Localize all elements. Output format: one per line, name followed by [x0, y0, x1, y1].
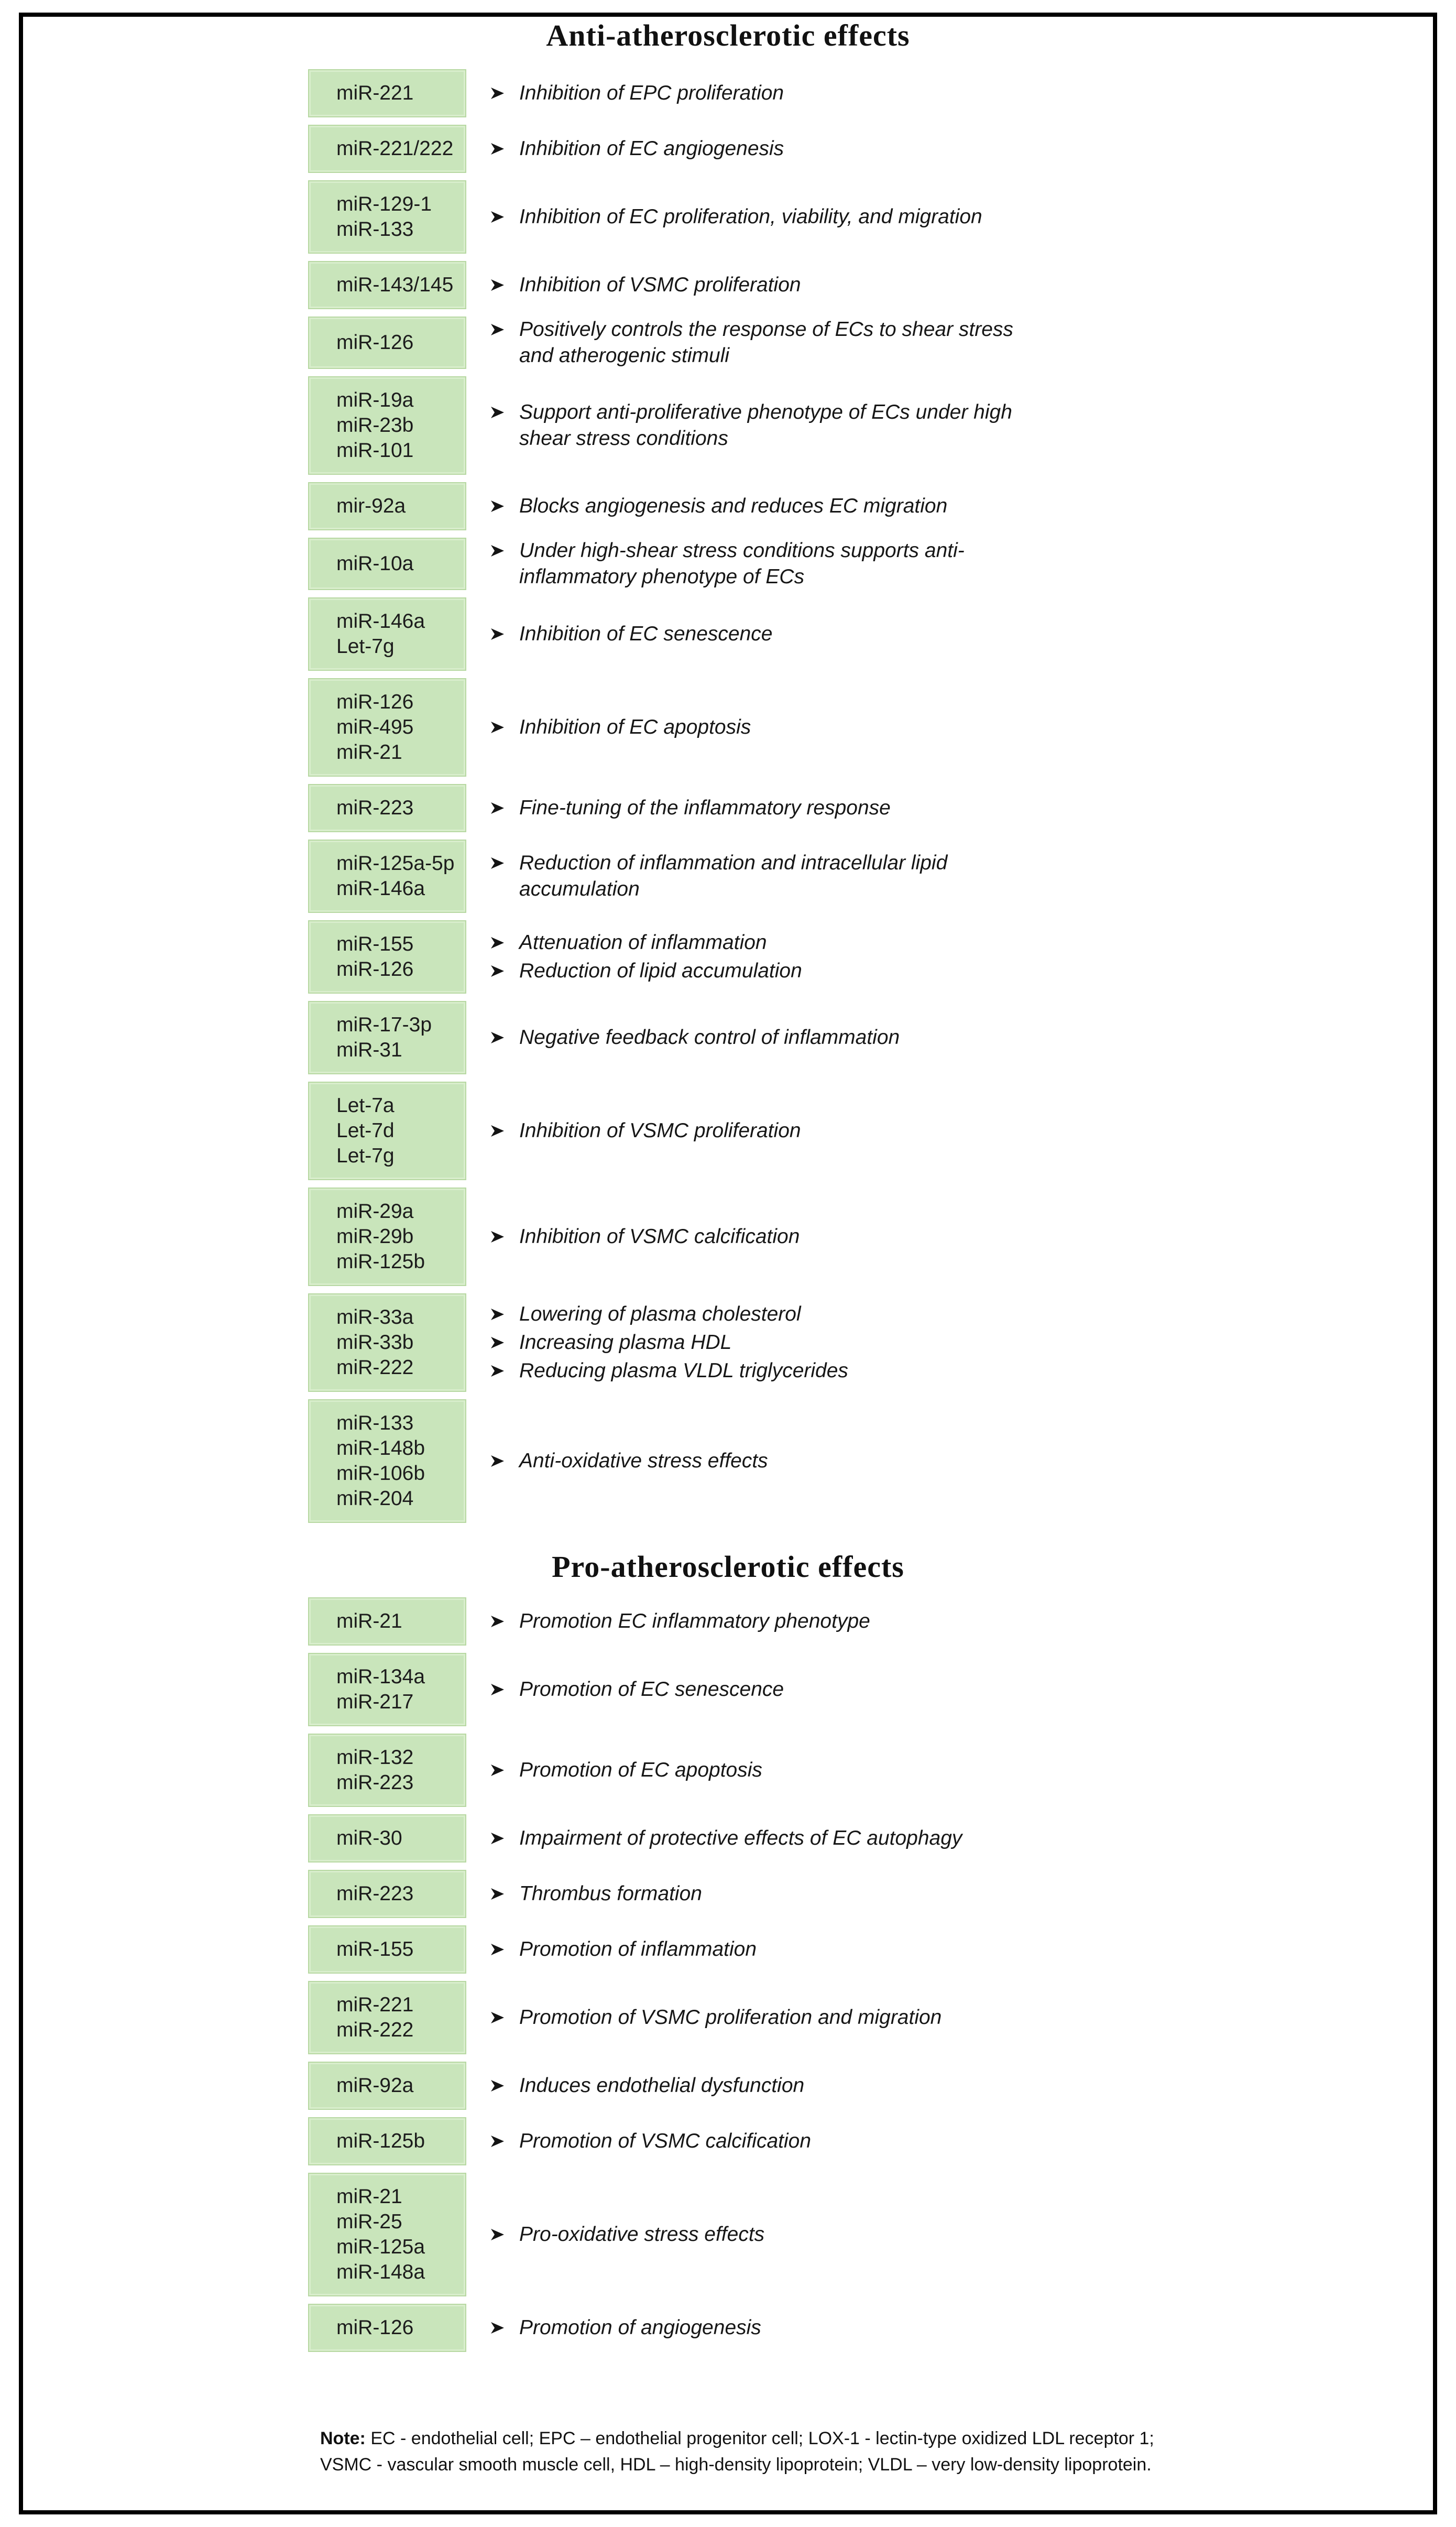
mirna-label: miR-133: [336, 218, 414, 241]
right-arrowhead-icon: [490, 1029, 506, 1046]
effect-text: Inhibition of EPC proliferation: [519, 82, 784, 104]
mirna-effect-row: [308, 2062, 1433, 2110]
effect-item: [490, 1676, 784, 1703]
effects-column: [490, 840, 1033, 913]
mirna-box: [308, 2304, 466, 2352]
right-arrowhead-icon: [490, 542, 506, 559]
mirna-label: Let-7a: [336, 1094, 395, 1117]
effect-item: [490, 1330, 848, 1356]
effect-text: Blocks angiogenesis and reduces EC migration: [519, 495, 948, 517]
mirna-label: miR-92a: [336, 2074, 414, 2097]
mirna-label: miR-222: [336, 2019, 414, 2041]
right-arrowhead-icon: [490, 404, 506, 421]
effect-text: Promotion of VSMC proliferation and migration: [519, 2006, 942, 2029]
mirna-label: miR-106b: [336, 1462, 425, 1485]
effects-column: [490, 678, 751, 777]
right-arrowhead-icon: [490, 209, 506, 225]
mirna-effect-row: [308, 840, 1433, 913]
mirna-box: [308, 2062, 466, 2110]
right-arrowhead-icon: [490, 1941, 506, 1958]
mirna-label: miR-148b: [336, 1437, 425, 1459]
mirna-box: [308, 1981, 466, 2054]
figure-border: [19, 13, 1437, 2514]
mirna-effect-row: [308, 1653, 1433, 1726]
mirna-effect-row: [308, 261, 1433, 309]
right-arrowhead-icon: [490, 2133, 506, 2150]
effect-item: [490, 204, 982, 230]
effect-item: [490, 850, 1033, 902]
mirna-label: miR-221: [336, 1994, 414, 2016]
right-arrowhead-icon: [490, 1453, 506, 1469]
effect-item: [490, 958, 802, 984]
mirna-label: miR-29b: [336, 1225, 414, 1248]
effect-text: Pro-oxidative stress effects: [519, 2223, 765, 2246]
effects-column: [490, 1188, 800, 1286]
effects-column: [490, 69, 784, 117]
right-arrowhead-icon: [490, 1681, 506, 1698]
mirna-effect-row: [308, 376, 1433, 475]
note-body: EC - endothelial cell; EPC – endothelial progenitor cell; LOX-1 - lectin-type oxidized LDL receptor 1; VSMC - vascular smooth muscle cell, HDL – high-density lipoprotein; VLDL – very low-density lipoprotein.: [320, 2428, 1154, 2475]
mirna-label: miR-217: [336, 1691, 414, 1713]
mirna-box: [308, 180, 466, 254]
effect-text: Negative feedback control of inflammation: [519, 1026, 900, 1049]
mirna-box: [308, 1188, 466, 1286]
mirna-box: [308, 1653, 466, 1726]
right-arrowhead-icon: [490, 85, 506, 102]
mirna-effect-row: [308, 538, 1433, 590]
mirna-effect-row: [308, 1870, 1433, 1918]
right-arrowhead-icon: [490, 140, 506, 157]
effect-item: [490, 621, 772, 647]
mirna-effect-row: [308, 1597, 1433, 1646]
mirna-label: miR-495: [336, 716, 414, 738]
mirna-label: miR-126: [336, 331, 414, 354]
mirna-box: [308, 538, 466, 590]
mirna-box: [308, 678, 466, 777]
mirna-label: miR-126: [336, 958, 414, 981]
anti-atherosclerotic-rows: [308, 69, 1433, 1523]
effect-item: [490, 136, 784, 162]
effect-text: Reducing plasma VLDL triglycerides: [519, 1359, 848, 1382]
mirna-effect-row: [308, 1814, 1433, 1862]
effect-text: Attenuation of inflammation: [519, 931, 767, 954]
section-title-pro-atherosclerotic: Pro-atherosclerotic effects: [552, 1550, 904, 1584]
mirna-label: miR-143/145: [336, 274, 454, 296]
mirna-effect-row: [308, 1925, 1433, 1974]
mirna-box: [308, 376, 466, 475]
mirna-effect-row: [308, 482, 1433, 530]
effect-item: [490, 714, 751, 740]
mirna-effect-row: [308, 2173, 1433, 2296]
right-arrowhead-icon: [490, 855, 506, 872]
mirna-label: miR-21: [336, 2185, 402, 2208]
mirna-box: [308, 920, 466, 994]
mirna-effect-row: [308, 1001, 1433, 1074]
right-arrowhead-icon: [490, 2226, 506, 2243]
mirna-box: [308, 1870, 466, 1918]
right-arrowhead-icon: [490, 934, 506, 951]
mirna-label: miR-223: [336, 1771, 414, 1794]
effect-text: Promotion of EC senescence: [519, 1678, 784, 1701]
mirna-label: miR-125b: [336, 1250, 425, 1273]
effect-item: [490, 272, 801, 298]
right-arrowhead-icon: [490, 626, 506, 642]
effect-text: Inhibition of EC proliferation, viability, and migration: [519, 205, 982, 228]
mirna-effect-row: [308, 597, 1433, 671]
effects-column: [490, 180, 982, 254]
effect-text: Promotion of inflammation: [519, 1938, 757, 1960]
effect-text: Thrombus formation: [519, 1882, 702, 1905]
right-arrowhead-icon: [490, 2077, 506, 2094]
mirna-effect-row: [308, 784, 1433, 832]
mirna-box: [308, 1399, 466, 1523]
note-text: [320, 2425, 1200, 2478]
mirna-label: miR-148a: [336, 2261, 425, 2283]
effect-item: [490, 399, 1033, 452]
effects-column: [490, 920, 802, 994]
effect-text: Inhibition of EC senescence: [519, 623, 773, 645]
right-arrowhead-icon: [490, 1334, 506, 1351]
effect-item: [490, 2073, 804, 2099]
mirna-effect-row: [308, 2304, 1433, 2352]
effect-item: [490, 1881, 702, 1907]
mirna-label: miR-146a: [336, 877, 425, 900]
effect-item: [490, 1608, 870, 1635]
right-arrowhead-icon: [490, 1762, 506, 1779]
effect-item: [490, 2221, 764, 2248]
mirna-label: miR-223: [336, 1882, 414, 1905]
mirna-box: [308, 261, 466, 309]
right-arrowhead-icon: [490, 1613, 506, 1630]
mirna-effect-row: [308, 69, 1433, 117]
mirna-label: miR-221/222: [336, 137, 454, 160]
right-arrowhead-icon: [490, 1228, 506, 1245]
mirna-effect-row: [308, 1188, 1433, 1286]
effect-text: Reduction of inflammation and intracellular lipid accumulation: [519, 852, 948, 900]
effect-text: Inhibition of EC apoptosis: [519, 716, 751, 738]
effects-column: [490, 1082, 801, 1180]
effect-item: [490, 80, 784, 106]
mirna-label: Let-7g: [336, 635, 395, 658]
mirna-label: miR-125a: [336, 2236, 425, 2258]
mirna-box: [308, 597, 466, 671]
mirna-label: miR-19a: [336, 389, 414, 411]
mirna-effect-row: [308, 920, 1433, 994]
mirna-label: miR-133: [336, 1412, 414, 1434]
effect-text: Fine-tuning of the inflammatory response: [519, 797, 891, 819]
effect-text: Anti-oxidative stress effects: [519, 1450, 768, 1472]
mirna-label: miR-125b: [336, 2130, 425, 2152]
mirna-effect-row: [308, 125, 1433, 173]
effect-text: Inhibition of VSMC calcification: [519, 1225, 800, 1248]
figure-content: [23, 17, 1433, 2478]
effects-column: [490, 2173, 764, 2296]
right-arrowhead-icon: [490, 277, 506, 293]
effect-text: Promotion EC inflammatory phenotype: [519, 1610, 870, 1632]
effect-text: Lowering of plasma cholesterol: [519, 1303, 801, 1325]
mirna-label: miR-29a: [336, 1200, 414, 1223]
mirna-effect-row: [308, 180, 1433, 254]
effects-column: [490, 125, 784, 173]
right-arrowhead-icon: [490, 1123, 506, 1139]
effects-column: [490, 538, 1033, 590]
mirna-box: [308, 125, 466, 173]
mirna-box: [308, 2117, 466, 2165]
mirna-box: [308, 2173, 466, 2296]
effect-text: Positively controls the response of ECs to shear stress and atherogenic stimuli: [519, 318, 1013, 367]
effect-text: Inhibition of VSMC proliferation: [519, 1119, 801, 1142]
effect-item: [490, 1301, 848, 1327]
effects-column: [490, 597, 772, 671]
mirna-label: miR-132: [336, 1746, 414, 1769]
effects-column: [490, 1814, 962, 1862]
effect-item: [490, 1224, 800, 1250]
mirna-label: miR-221: [336, 82, 414, 104]
mirna-label: miR-33a: [336, 1306, 414, 1328]
mirna-label: miR-222: [336, 1356, 414, 1379]
effect-item: [490, 493, 947, 519]
effect-text: Inhibition of EC angiogenesis: [519, 137, 784, 160]
effect-text: Inhibition of VSMC proliferation: [519, 274, 801, 296]
mirna-label: Let-7g: [336, 1145, 395, 1167]
effect-item: [490, 1936, 757, 1963]
right-arrowhead-icon: [490, 2319, 506, 2336]
effect-text: Under high-shear stress conditions supports anti-inflammatory phenotype of ECs: [519, 539, 965, 588]
right-arrowhead-icon: [490, 321, 506, 338]
effects-column: [490, 2062, 804, 2110]
effect-text: Support anti-proliferative phenotype of ECs under high shear stress conditions: [519, 401, 1012, 450]
mirna-box: [308, 1293, 466, 1392]
effects-column: [490, 261, 801, 309]
effect-item: [490, 1025, 900, 1051]
mirna-box: [308, 1925, 466, 1974]
mirna-label: Let-7d: [336, 1119, 395, 1142]
effects-column: [490, 1293, 848, 1392]
mirna-effect-row: [308, 678, 1433, 777]
effect-item: [490, 317, 1033, 369]
mirna-label: miR-23b: [336, 414, 414, 437]
effects-column: [490, 1653, 784, 1726]
mirna-label: miR-155: [336, 1938, 414, 1960]
right-arrowhead-icon: [490, 498, 506, 515]
effect-item: [490, 1825, 962, 1851]
mirna-box: [308, 840, 466, 913]
effect-text: Induces endothelial dysfunction: [519, 2074, 805, 2097]
note-label: Note:: [320, 2428, 366, 2448]
effect-item: [490, 2128, 811, 2154]
effect-text: Increasing plasma HDL: [519, 1331, 732, 1354]
effect-item: [490, 1448, 768, 1474]
mirna-effect-row: [308, 1293, 1433, 1392]
mirna-label: miR-125a-5p: [336, 852, 455, 875]
mirna-effect-row: [308, 2117, 1433, 2165]
effects-column: [490, 1001, 900, 1074]
mirna-label: miR-33b: [336, 1331, 414, 1354]
right-arrowhead-icon: [490, 1363, 506, 1379]
right-arrowhead-icon: [490, 2009, 506, 2026]
right-arrowhead-icon: [490, 719, 506, 736]
mirna-box: [308, 1082, 466, 1180]
effect-item: [490, 538, 1033, 590]
effects-column: [490, 1925, 757, 1974]
effect-item: [490, 2315, 761, 2341]
mirna-box: [308, 784, 466, 832]
mirna-label: miR-129-1: [336, 193, 432, 215]
mirna-effect-row: [308, 317, 1433, 369]
mirna-label: miR-126: [336, 2316, 414, 2339]
effect-text: Promotion of EC apoptosis: [519, 1759, 762, 1781]
mirna-box: [308, 1001, 466, 1074]
mirna-box: [308, 482, 466, 530]
mirna-box: [308, 1734, 466, 1807]
effect-item: [490, 2005, 942, 2031]
right-arrowhead-icon: [490, 1886, 506, 1902]
effects-column: [490, 1399, 768, 1523]
effect-item: [490, 1358, 848, 1384]
mirna-label: miR-101: [336, 439, 414, 462]
effects-column: [490, 1870, 702, 1918]
mirna-box: [308, 1597, 466, 1646]
mirna-box: [308, 1814, 466, 1862]
mirna-label: miR-146a: [336, 610, 425, 633]
effects-column: [490, 317, 1033, 369]
mirna-box: [308, 69, 466, 117]
mirna-label: miR-223: [336, 797, 414, 819]
right-arrowhead-icon: [490, 963, 506, 979]
effects-column: [490, 1981, 942, 2054]
mirna-effect-row: [308, 1082, 1433, 1180]
mirna-label: mir-92a: [336, 495, 406, 517]
effect-text: Promotion of VSMC calcification: [519, 2130, 812, 2152]
effect-text: Reduction of lipid accumulation: [519, 960, 802, 982]
mirna-label: miR-31: [336, 1039, 402, 1061]
mirna-label: miR-126: [336, 691, 414, 713]
mirna-effect-row: [308, 1981, 1433, 2054]
effects-column: [490, 2117, 811, 2165]
effect-text: Promotion of angiogenesis: [519, 2316, 761, 2339]
effect-item: [490, 1118, 801, 1144]
effect-item: [490, 930, 802, 956]
right-arrowhead-icon: [490, 1306, 506, 1323]
mirna-label: miR-21: [336, 741, 402, 764]
mirna-label: miR-21: [336, 1610, 402, 1632]
effects-column: [490, 1734, 762, 1807]
section-title-anti-atherosclerotic: Anti-atherosclerotic effects: [546, 18, 910, 52]
mirna-label: miR-25: [336, 2210, 402, 2233]
mirna-effect-row: [308, 1734, 1433, 1807]
effects-column: [490, 482, 947, 530]
pro-atherosclerotic-rows: [308, 1597, 1433, 2352]
effect-item: [490, 795, 891, 821]
effects-column: [490, 1597, 870, 1646]
mirna-label: miR-17-3p: [336, 1014, 432, 1036]
effect-item: [490, 1757, 762, 1783]
mirna-label: miR-10a: [336, 552, 414, 575]
mirna-label: miR-134a: [336, 1665, 425, 1688]
right-arrowhead-icon: [490, 1830, 506, 1847]
effect-text: Impairment of protective effects of EC autophagy: [519, 1827, 962, 1849]
effects-column: [490, 784, 891, 832]
effects-column: [490, 376, 1033, 475]
mirna-box: [308, 317, 466, 369]
effects-column: [490, 2304, 761, 2352]
mirna-label: miR-30: [336, 1827, 402, 1849]
mirna-label: miR-204: [336, 1487, 414, 1510]
right-arrowhead-icon: [490, 800, 506, 816]
mirna-effect-row: [308, 1399, 1433, 1523]
mirna-label: miR-155: [336, 933, 414, 955]
